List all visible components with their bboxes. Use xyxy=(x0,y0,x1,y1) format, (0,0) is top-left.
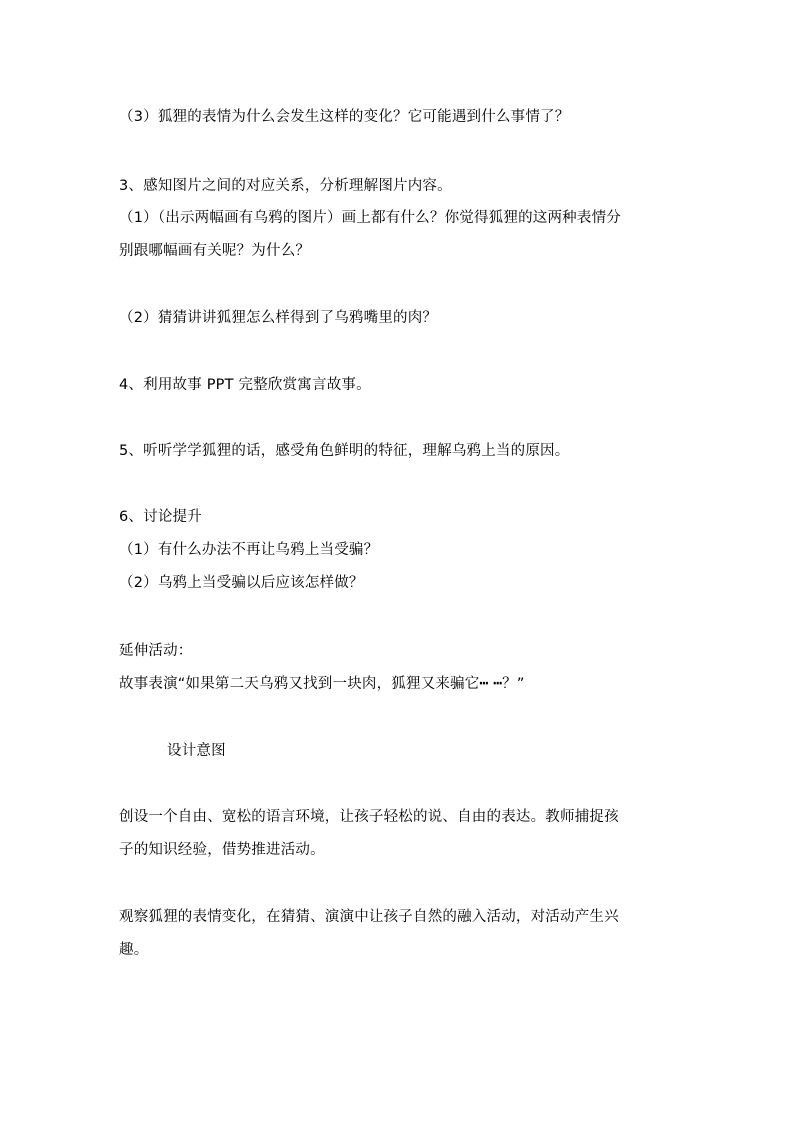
extension-activity-heading: 延伸活动： xyxy=(119,643,193,659)
step-3-heading: 3、感知图片之间的对应关系，分析理解图片内容。 xyxy=(119,178,452,194)
extension-activity-text: 故事表演“如果第二天乌鸦又找到一块肉，狐狸又来骗它┅ ┅？” xyxy=(119,676,525,692)
step-6-heading: 6、讨论提升 xyxy=(119,509,202,525)
step-5: 5、听听学学狐狸的话，感受角色鲜明的特征，理解乌鸦上当的原因。 xyxy=(119,443,570,459)
question-3-fox-expression: （3）狐狸的表情为什么会发生这样的变化？它可能遇到什么事情了？ xyxy=(119,109,570,125)
design-intent-paragraph-1-line-2: 子的知识经验，借势推进活动。 xyxy=(119,842,325,858)
step-3-question-2: （2）猜猜讲讲狐狸怎么样得到了乌鸦嘴里的肉？ xyxy=(119,310,438,326)
step-4: 4、利用故事 PPT 完整欣赏寓言故事。 xyxy=(119,377,371,393)
design-intent-paragraph-2-line-1: 观察狐狸的表情变化，在猜猜、演演中让孩子自然的融入活动，对活动产生兴 xyxy=(119,909,619,925)
design-intent-heading: 设计意图 xyxy=(167,743,226,759)
step-3-question-1-line-1: （1）（出示两幅画有乌鸦的图片）画上都有什么？你觉得狐狸的这两种表情分 xyxy=(119,210,621,226)
step-6-question-2: （2）乌鸦上当受骗以后应该怎样做？ xyxy=(119,575,364,591)
step-3-question-1-line-2: 别跟哪幅画有关呢？为什么？ xyxy=(119,243,311,259)
design-intent-paragraph-1-line-1: 创设一个自由、宽松的语言环境，让孩子轻松的说、自由的表达。教师捕捉孩 xyxy=(119,809,619,825)
design-intent-paragraph-2-line-2: 趣。 xyxy=(119,942,149,958)
step-6-question-1: （1）有什么办法不再让乌鸦上当受骗？ xyxy=(119,542,379,558)
